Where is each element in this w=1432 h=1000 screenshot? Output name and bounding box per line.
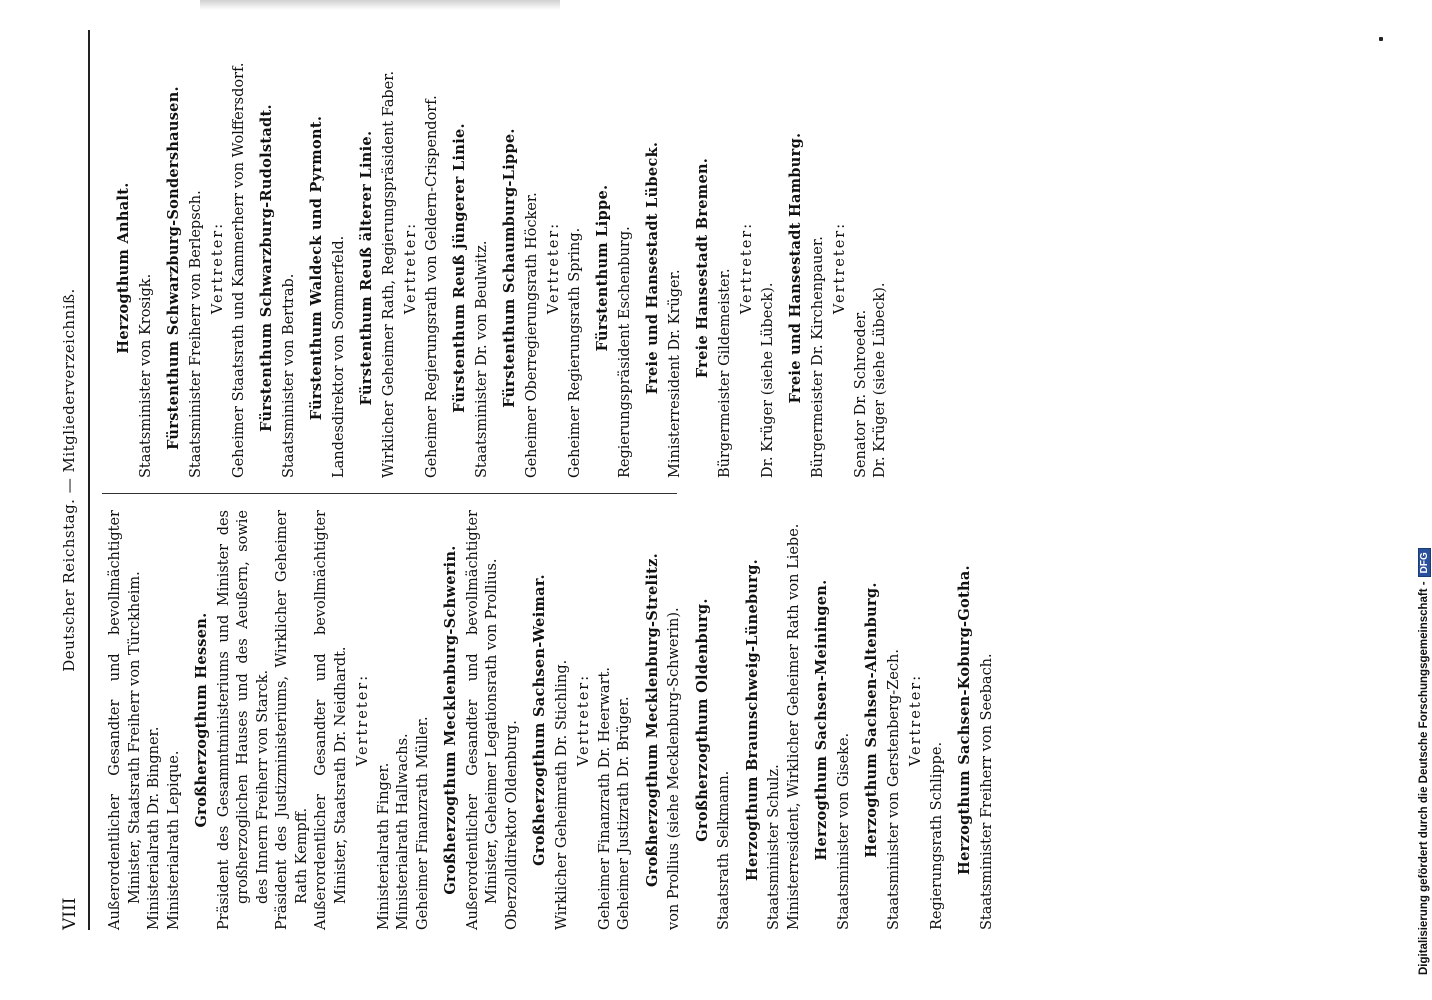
running-title: Deutscher Reichstag. — Mitgliederverzeichniß. xyxy=(60,288,78,672)
entry-line: Oberzolldirektor Oldenburg. xyxy=(503,720,520,930)
entry-line: Geheimer Staatsrath und Kammerherr von Wolffersdorf. xyxy=(230,62,247,478)
entry-line: Staatsminister von Krosigk. xyxy=(137,273,154,478)
section-heading: Großherzogthum Mecklenburg-Strelitz. xyxy=(643,552,661,888)
entry-line: Regierungsrath Schlippe. xyxy=(928,741,945,930)
section-heading: Freie und Hansestadt Lübeck. xyxy=(644,141,661,395)
scan-edge xyxy=(200,0,560,10)
section-heading: Freie Hansestadt Bremen. xyxy=(694,157,711,379)
dfg-credit-text: Digitalisierung gefördert durch die Deutsche Forschungsgemeinschaft - xyxy=(1418,581,1430,975)
entry-line: Senator Dr. Schroeder. xyxy=(852,309,869,478)
section-heading: Herzogthum Braunschweig-Lüneburg. xyxy=(743,559,761,881)
entry-line: Geheimer Justizrath Dr. Brüger. xyxy=(616,696,632,930)
subheading: Vertreter: xyxy=(546,221,562,315)
entry-line: Staatsminister Freiherr von Seebach. xyxy=(978,653,995,930)
entry-line: Ministerialrath Finger. xyxy=(375,762,392,930)
subheading: Vertreter: xyxy=(832,221,848,315)
rotated-sheet xyxy=(58,30,1098,930)
subheading: Vertreter: xyxy=(739,221,755,315)
subheading: Vertreter: xyxy=(908,673,924,767)
entry-line: Außerordentlicher Gesandter und bevollmächtigter Minister, Geheimer Legationsrath von Prollius. xyxy=(464,510,500,930)
entry-line: Präsident des Gesammtministeriums und Minister des großherzoglichen Hauses und des Aeußern, sowie des Innern Freiherr von Starck. xyxy=(215,510,271,930)
dfg-logo: DFG xyxy=(1418,548,1431,577)
entry-line: Geheimer Oberregierungsrath Höcker. xyxy=(523,192,540,478)
page-number: VIII xyxy=(60,897,80,930)
right-column xyxy=(106,58,891,478)
section-heading: Freie und Hansestadt Hamburg. xyxy=(787,132,804,404)
entry-line: Ministerialrath Hallwachs. xyxy=(395,733,411,930)
section-heading: Großherzogthum Hessen. xyxy=(193,612,210,828)
entry-line: Staatsminister Schulz. xyxy=(766,764,782,930)
subheading: Vertreter: xyxy=(355,673,371,767)
entry-line: Dr. Krüger (siehe Lübeck). xyxy=(759,282,776,478)
entry-line: Ministerresident Dr. Krüger. xyxy=(666,269,683,478)
entry-line: Geheimer Finanzrath Dr. Heerwart. xyxy=(596,667,613,930)
subheading: Vertreter: xyxy=(403,221,419,315)
section-heading: Fürstenthum Lippe. xyxy=(594,184,611,352)
entry-line: Geheimer Finanzrath Müller. xyxy=(414,716,431,930)
header-rule xyxy=(88,30,90,930)
subheading: Vertreter: xyxy=(576,673,592,767)
section-heading: Großherzogthum Sachsen-Weimar. xyxy=(531,574,548,866)
entry-line: Staatsminister Dr. von Beulwitz. xyxy=(473,240,490,478)
section-heading: Fürstenthum Reuß jüngerer Linie. xyxy=(451,123,468,413)
section-heading: Fürstenthum Waldeck und Pyrmont. xyxy=(308,115,325,421)
entry-line: Staatsrath Selkmann. xyxy=(716,770,732,930)
section-heading: Herzogthum Sachsen-Altenburg. xyxy=(863,582,880,858)
page-header xyxy=(58,30,86,930)
entry-line: Bürgermeister Gildemeister. xyxy=(716,268,733,478)
entry-line: Staatsminister von Giseke. xyxy=(835,732,852,930)
entry-line: Staatsminister von Bertrab. xyxy=(280,273,297,478)
left-column xyxy=(106,510,997,930)
entry-line: von Prollius (siehe Mecklenburg-Schwerin). xyxy=(666,607,682,930)
dfg-credit xyxy=(1418,548,1431,975)
section-heading: Herzogthum Sachsen-Meiningen. xyxy=(813,579,830,861)
entry-line: Wirklicher Geheimer Rath, Regierungspräsident Faber. xyxy=(380,70,397,478)
entry-line: Ministerialrath Dr. Bingner. xyxy=(146,726,162,930)
entry-line: Bürgermeister Dr. Kirchenpauer. xyxy=(809,236,826,478)
section-heading: Fürstenthum Schaumburg-Lippe. xyxy=(501,128,518,408)
entry-line: Ministerresident, Wirklicher Geheimer Rath von Liebe. xyxy=(785,523,802,930)
entry-line: Außerordentlicher Gesandter und bevollmächtigter Minister, Staatsrath Freiherr von Türckheim. xyxy=(107,510,143,930)
scan-mark xyxy=(1379,37,1383,41)
entry-line: Landesdirektor von Sommerfeld. xyxy=(330,235,347,478)
entry-line: Staatsminister Freiherr von Berlepsch. xyxy=(187,190,204,478)
entry-line: Dr. Krüger (siehe Lübeck). xyxy=(872,282,888,478)
entry-line: Präsident des Justizministeriums, Wirklicher Geheimer Rath Kempff. xyxy=(274,510,310,930)
section-heading: Fürstenthum Schwarzburg-Rudolstadt. xyxy=(258,104,275,432)
section-heading: Fürstenthum Reuß älterer Linie. xyxy=(358,130,375,406)
subheading: Vertreter: xyxy=(210,221,226,315)
section-heading: Herzogthum Sachsen-Koburg-Gotha. xyxy=(956,565,973,875)
section-heading: Herzogthum Anhalt. xyxy=(115,182,132,354)
entry-line: Staatsminister von Gerstenberg-Zech. xyxy=(885,649,902,930)
entry-line: Ministerialrath Lepique. xyxy=(165,750,182,930)
column-divider xyxy=(102,493,677,494)
entry-line: Geheimer Regierungsrath von Geldern-Crispendorf. xyxy=(423,95,440,478)
section-heading: Fürstenthum Schwarzburg-Sondershausen. xyxy=(165,86,182,450)
entry-line: Geheimer Regierungsrath Spring. xyxy=(566,227,583,478)
section-heading: Großherzogthum Oldenburg. xyxy=(693,598,711,842)
section-heading: Großherzogthum Mecklenburg-Schwerin. xyxy=(442,545,459,895)
entry-line: Regierungspräsident Eschenburg. xyxy=(616,226,633,478)
entry-line: Wirklicher Geheimrath Dr. Stichling. xyxy=(553,659,570,930)
entry-line: Außerordentlicher Gesandter und bevollmächtigter Minister, Staatsrath Dr. Neidhardt. xyxy=(313,510,349,930)
